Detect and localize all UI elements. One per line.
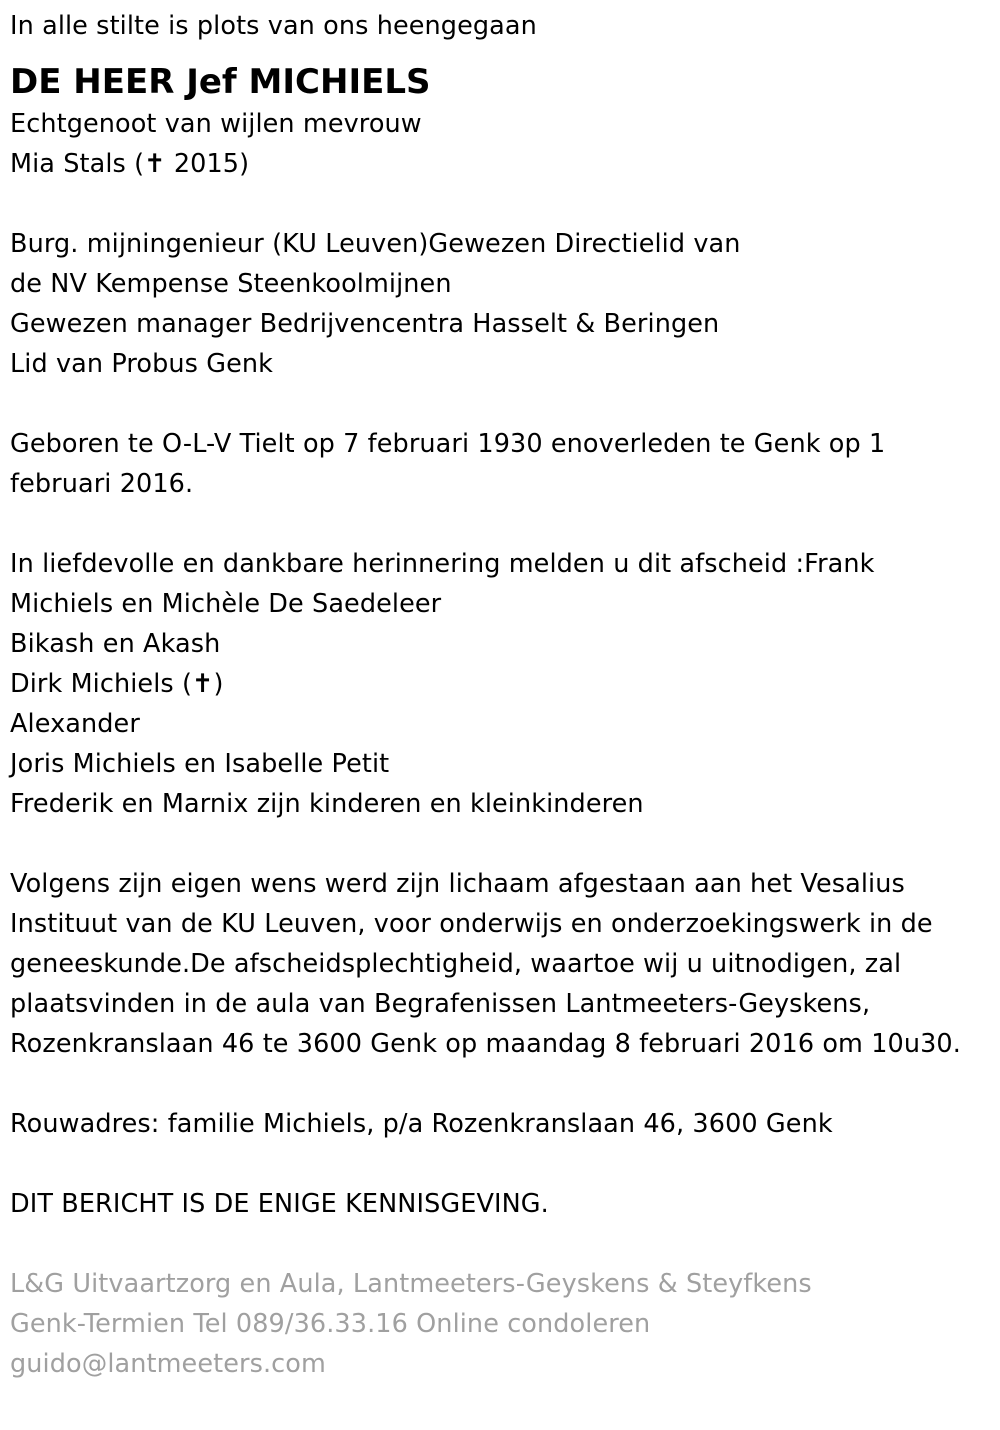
family-section [10,544,995,824]
birth-death-section [10,424,995,504]
career-section [10,224,995,384]
funeral-home-name: L&G Uitvaartzorg en Aula, Lantmeeters-Geyskens & Steyfkens [10,1269,812,1299]
family-line: Frederik en Marnix zijn kinderen en kleinkinderen [10,789,644,819]
ceremony-section [10,864,995,1064]
family-line: Alexander [10,709,140,739]
birth-death-line: Geboren te O-L-V Tielt op 7 februari 1930 enoverleden te Genk op 1 [10,429,886,459]
spouse-line: Mia Stals (✝ 2015) [10,149,250,179]
spouse-section [10,104,995,184]
family-line: Bikash en Akash [10,629,221,659]
funeral-home-email[interactable]: guido@lantmeeters.com [10,1349,326,1379]
spouse-line: Echtgenoot van wijlen mevrouw [10,109,422,139]
career-line: Lid van Probus Genk [10,349,274,379]
family-line: Dirk Michiels (✝) [10,669,224,699]
funeral-home-footer [10,1264,995,1384]
family-line: Michiels en Michèle De Saedeleer [10,589,442,619]
mourning-address: Rouwadres: familie Michiels, p/a Rozenkranslaan 46, 3600 Genk [10,1109,833,1139]
career-line: de NV Kempense Steenkoolmijnen [10,269,452,299]
birth-death-line: februari 2016. [10,469,194,499]
ceremony-line: Instituut van de KU Leuven, voor onderwijs en onderzoekingswerk in de [10,909,933,939]
intro-text: In alle stilte is plots van ons heengegaan [10,11,537,41]
career-line: Gewezen manager Bedrijvencentra Hasselt & Beringen [10,309,720,339]
career-line: Burg. mijningenieur (KU Leuven)Gewezen Directielid van [10,229,741,259]
deceased-name: DE HEER Jef MICHIELS [10,62,431,102]
ceremony-line: Rozenkranslaan 46 te 3600 Genk op maandag 8 februari 2016 om 10u30. [10,1029,961,1059]
ceremony-line: plaatsvinden in de aula van Begrafenissen Lantmeeters-Geyskens, [10,989,871,1019]
funeral-home-contact: Genk-Termien Tel 089/36.33.16 Online condoleren [10,1309,651,1339]
family-line: Joris Michiels en Isabelle Petit [10,749,390,779]
ceremony-line: Volgens zijn eigen wens werd zijn lichaam afgestaan aan het Vesalius [10,869,905,899]
ceremony-line: geneeskunde.De afscheidsplechtigheid, waartoe wij u uitnodigen, zal [10,949,902,979]
family-line: In liefdevolle en dankbare herinnering melden u dit afscheid :Frank [10,549,875,579]
obituary-notice [10,6,995,1384]
sole-notice: DIT BERICHT IS DE ENIGE KENNISGEVING. [10,1189,549,1219]
